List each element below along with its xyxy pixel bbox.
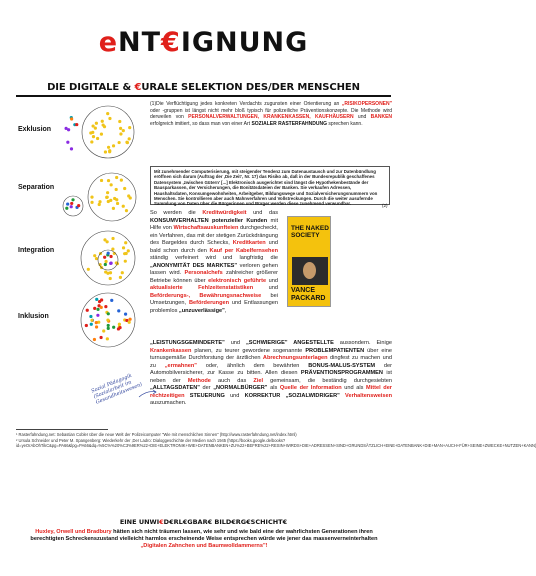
diagram-dot	[119, 132, 122, 135]
diagram-dot	[109, 255, 112, 258]
diagram-dot	[115, 176, 118, 179]
handwritten-arrow	[138, 389, 158, 399]
book-title: THE NAKED SOCIETY	[291, 225, 329, 239]
diagram-dot	[126, 141, 129, 144]
diagram-dot	[94, 127, 97, 130]
diagram-dot	[109, 262, 112, 265]
footnote-rule	[16, 429, 108, 430]
diagram-dot	[117, 327, 120, 330]
subtitle: DIE DIGITALE & €URALE SELEKTION DES/DER MENSCHEN	[47, 82, 360, 93]
diagram-dot	[90, 196, 93, 199]
diagram-dot	[108, 150, 111, 153]
diagram-dot	[112, 144, 115, 147]
diagram-dot	[95, 298, 98, 301]
diagram-dot	[65, 207, 68, 210]
diagram-dot	[121, 271, 124, 274]
diagram-dot	[98, 203, 101, 206]
diagram-dot	[103, 238, 106, 241]
diagram-dot	[122, 246, 125, 249]
diagram-dot	[124, 313, 127, 316]
diagram-dot	[108, 117, 111, 120]
diagram-dot	[118, 120, 121, 123]
diagram-dot	[124, 260, 127, 263]
diagram-dot	[104, 150, 107, 153]
diagram-dot	[99, 336, 102, 339]
quote-box: Mit zunehmender Computerisierung, mit steigender Tendenz zum Datenaustausch und zur Datenbündlung eröffnen sich darum (Auftrag der ‚Die Zeit‘, Nr. 17) das Risiko ab, daß in der Bundesrepublik geschaffenes Datensystem ‚zwischen Gütern' [...] Elektronisch ausgerichtet sind längst die Hypothekenbestände der Bausparkassen, der Versicherungen, die Bonitätsdateien der Banken. Sie verkaufen Adressen, Haushaltsdaten, Konsumgewohnheiten, Arbeitgeber, Bildungswege und Sozialversicherungsnummern von Menschen. Sie kontrollieren aber auch Mahnverfahren und Vollstreckungen. Durch die weiter ausufernde Sammlung von Daten über die Bürgerinnen und Bürger werden diese zunehmend verwundbar.	[150, 166, 390, 205]
diagram-dot	[122, 205, 125, 208]
diagram-dot	[103, 256, 106, 259]
diagram-dot	[104, 270, 107, 273]
diagram-dot	[105, 196, 108, 199]
label-inklusion: Inklusion	[18, 313, 49, 320]
intro-paragraph: (1)Die Verflüchtigung jedes konkreten Verdachts zugunsten einer Orientierung an „RISIKOPERSONEN" oder -gruppen ist längst nicht mehr bloß typisch für polizeiliche Präventionskonzepte. Die Methode wird derweilen von PERSONALVERWALTUNGEN, KRANKENKASSEN, KAUFHÄUSERN und BANKEN erfolgreich imitiert, so dass man von einer Art SOZIALER RASTERFAHNDUNG sprechen kann.	[150, 101, 393, 127]
diagram-dot	[110, 183, 113, 186]
diagram-dot	[95, 257, 98, 260]
handwritten-note: Sozial Pädagogik (Sozialarbeit im Gesundheitswesen)	[90, 372, 144, 406]
diagram-dot	[91, 131, 94, 134]
diagram-dot	[66, 202, 69, 205]
diagram-dot	[101, 120, 104, 123]
diagram-dot	[104, 305, 107, 308]
body-paragraph-2: „LEISTUNGSGEMINDERTE" und „SCHWIERIGE" ANGESTELLTE aussondern. Einige Krankenkassen planen, zu teurer gewordene sogenannte PROBLEMPATIENTEN über eine turnusgemäße Durchforstung der ärztlichen Abrechnungsunterlagen dingfest zu machen und zu „ermahnen" oder, ähnlich dem bewährten BONUS-MALUS-SYSTEM der Automobilversicherer, zur Kasse zu bitten. Allen diesen PRÄVENTIONSPROGRAMMEN ist neben der Methode auch das Ziel gemeinsam, die beständig durchgesiebten „ALLTAGSDATEN" der „NORMALBÜRGER" als Quelle der Information und als Mittel der rechtzeitigen STEUERUNG und KORREKTUR „SOZIALWIDRIGER" Verhaltensweisen auszumachen.	[150, 340, 393, 406]
diagram-dot	[96, 308, 99, 311]
diagram-dot	[123, 187, 126, 190]
integration-circle	[81, 231, 135, 285]
diagram-dot	[112, 207, 115, 210]
book-author: VANCE PACKARD	[291, 287, 326, 302]
diagram-dot	[127, 194, 130, 197]
diagram-dot	[122, 129, 125, 132]
body-paragraph-1: So werden die Kreditwürdigkeit und das KONSUMVERHALTEN potenzieller Kunden mit Hilfe von Wirtschaftsauskunfteien durchgecheckt, ein Verfahren, das mit der stetigen Zurückdrängung des Bargeldes durch Schecks, Kreditkarten und bald schon durch den Kauf per Kabelfernsehen ständig verfeinert wird und langfristig die „ANONYMITÄT DES MARKTES" verloren gehen lassen wird. Personalchefs zahlreicher größerer Betriebe können über elektronisch geführte und aktualisierte Fehlzeitenstatistiken und Beförderungs-, Bewährungsnachweise bei Umsetzungen, Beförderungen und Entlassungen problemlos „unzuverlässige",	[150, 210, 279, 314]
label-separation: Separation	[18, 184, 55, 191]
diagram-dot	[109, 271, 112, 274]
diagram-dot	[85, 324, 88, 327]
diagram-dot	[118, 323, 121, 326]
diagram-dot	[111, 237, 114, 240]
diagram-dot	[98, 200, 101, 203]
diagram-dot	[89, 315, 92, 318]
diagram-dot	[111, 248, 114, 251]
diagram-dot	[128, 137, 131, 140]
diagram-dot	[106, 337, 109, 340]
diagram-dot	[90, 140, 93, 143]
diagram-dot	[64, 127, 67, 130]
diagram-dot	[107, 324, 110, 327]
label-integration: Integration	[18, 247, 55, 254]
diagram-dot	[128, 126, 131, 129]
diagram-dot	[119, 127, 122, 130]
diagram-dot	[102, 329, 105, 332]
page-title: eNT€IGNUNG	[98, 27, 309, 58]
diagram-dot	[95, 321, 98, 324]
diagram-dot	[107, 312, 110, 315]
book-cover-photo	[292, 257, 328, 285]
diagram-dot	[100, 133, 103, 136]
diagram-dot	[104, 260, 107, 263]
subtitle-underline	[16, 95, 391, 97]
footnote-1: ¹ Rasterfahndung.net: Sebastian Cobler über die neue Welt der Polizeicomputer "Wie mit menschlichen Sinnen" (http://www.rasterfahndung.net/index.html)	[16, 432, 297, 437]
diagram-dot	[104, 263, 107, 266]
diagram-dot	[120, 179, 123, 182]
diagram-dot	[106, 191, 109, 194]
diagram-dot	[66, 141, 69, 144]
diagram-dot	[107, 252, 110, 255]
diagram-dot	[109, 199, 112, 202]
diagram-dot	[75, 123, 78, 126]
bottom-paragraph: Huxley, Orwell und Bradbury hätten sich nicht träumen lassen, wie sehr und wie bald eine der wahrlichsten Generationen ihren berechtigten Schreckenszustand vielleicht harmlos erscheinende Weise entsprechen würde wie jener das massenverneinterhalten „Digitalen Zahnchen und Baumwolldammerns"!	[30, 529, 378, 549]
diagram-circles	[63, 106, 136, 347]
label-exklusion: Exklusion	[18, 126, 52, 133]
diagram-dot	[87, 268, 90, 271]
diagram-dot	[107, 146, 110, 149]
diagram-dot	[106, 112, 109, 115]
diagram-dot	[95, 122, 98, 125]
diagram-dot	[90, 323, 93, 326]
book-cover	[287, 216, 331, 307]
diagram-dot	[119, 276, 122, 279]
inclusion-diagram	[8, 100, 158, 340]
diagram-dot	[110, 299, 113, 302]
diagram-dot	[109, 277, 112, 280]
diagram-dot	[128, 321, 131, 324]
diagram-dot	[115, 198, 118, 201]
diagram-dot	[70, 117, 73, 120]
diagram-dot	[124, 241, 127, 244]
diagram-dot	[77, 204, 80, 207]
footnote-2: ² Ursula Schneider und Peter M. Spangenberg: Wiederkehr der ‚Der Ladro: Dialoggeschichte der Medien nach 1945 (https://books.google.de/books?id=yeOrAbOhTikC&pg=PA66&lpg=PA66&dq=%5C%%20%C3%9ER%22+DIE+ELEKTRONIK+WIE+DATENBANKEN+ZU%22+BEFRE%22+RESIN+WIRDS+DIE+ADRESSEN+SIND+GRUNDSÄTZLICH+EINE+DATENBANK+DIE+MAN+AUCH+FÜR+SEINE+ZWECKE+NUTZEN+KANN)	[16, 438, 536, 449]
diagram-dot	[95, 325, 98, 328]
diagram-dot	[93, 254, 96, 257]
diagram-dot	[112, 326, 115, 329]
diagram-dot	[125, 209, 128, 212]
diagram-dot	[100, 179, 103, 182]
diagram-dot	[70, 147, 73, 150]
diagram-dot	[71, 198, 74, 201]
diagram-dot	[106, 319, 109, 322]
diagram-dot	[100, 306, 103, 309]
diagram-dot	[96, 314, 99, 317]
diagram-dot	[86, 309, 89, 312]
diagram-dot	[125, 252, 128, 255]
diagram-dot	[118, 141, 121, 144]
diagram-dot	[90, 201, 93, 204]
diagram-dot	[127, 249, 130, 252]
diagram-dot	[116, 202, 119, 205]
diagram-dot	[102, 123, 105, 126]
quote-marker: (2)	[382, 203, 388, 208]
footnotes	[16, 432, 536, 449]
bottom-heading: EINE UNWI€D€RL€GBAR€ BILD€RG€SCHICHT€	[119, 518, 288, 526]
diagram-dot	[117, 309, 120, 312]
diagram-dot	[90, 319, 93, 322]
diagram-dot	[128, 318, 131, 321]
diagram-dot	[115, 188, 118, 191]
diagram-dot	[96, 137, 99, 140]
diagram-dot	[92, 135, 95, 138]
diagram-dot	[70, 205, 73, 208]
diagram-dot	[93, 307, 96, 310]
diagram-dot	[100, 298, 103, 301]
diagram-dot	[93, 338, 96, 341]
diagram-dot	[107, 327, 110, 330]
diagram-dot	[107, 179, 110, 182]
diagram-dot	[70, 202, 73, 205]
